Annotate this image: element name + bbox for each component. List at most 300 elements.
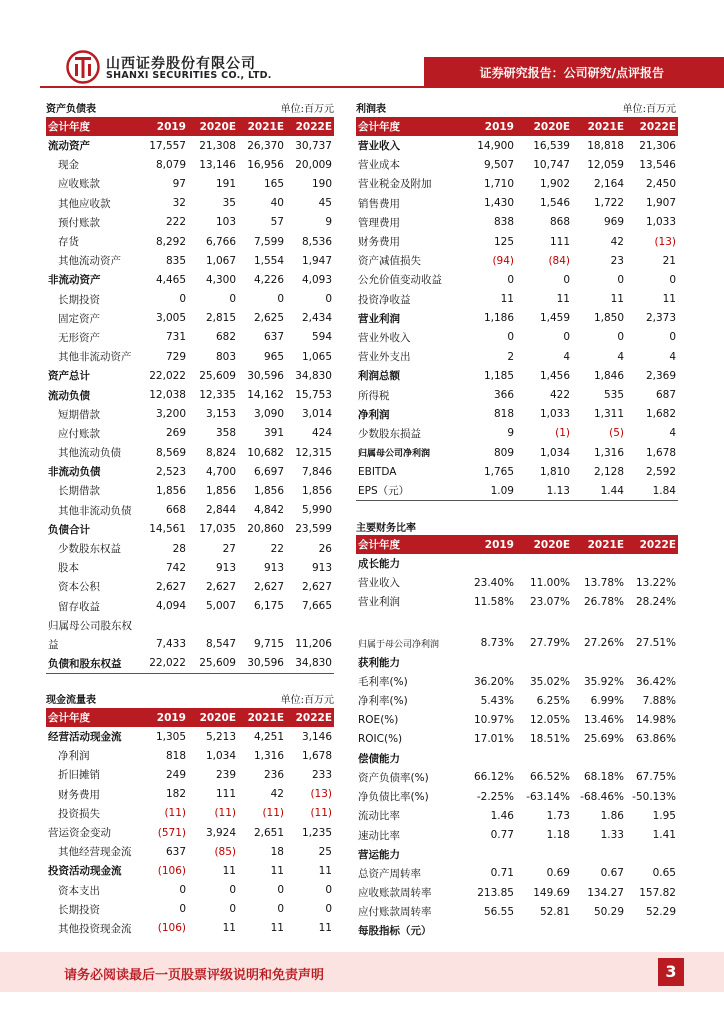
cell-value: 8,547 (205, 638, 236, 651)
cell-value: 1,316 (253, 749, 284, 762)
cell-value (572, 845, 626, 864)
table-row (356, 366, 678, 385)
cell-value: 52.81 (539, 905, 570, 918)
cell-value: 0 (507, 273, 514, 286)
cell-value: 26,370 (247, 139, 284, 152)
table-row (356, 443, 678, 462)
row-label: 营运能力 (358, 848, 400, 861)
cell-value: 191 (215, 177, 236, 190)
cell-value: 5.43% (480, 694, 514, 707)
cell-value: 366 (493, 389, 514, 402)
row-label: 速动比率 (358, 829, 400, 842)
table-row (46, 558, 334, 577)
cell-value: 1,907 (645, 197, 676, 210)
table-row (46, 520, 334, 539)
row-label: 资本公积 (58, 581, 100, 594)
cell-value: 16,539 (533, 139, 570, 152)
table-row (46, 654, 334, 673)
cell-value: 803 (215, 350, 236, 363)
cell-value: 11 (270, 922, 284, 935)
cell-value: 1,682 (645, 408, 676, 421)
cell-value: 22,022 (149, 369, 186, 382)
cell-value: 42 (610, 235, 624, 248)
cell-value: 913 (263, 561, 284, 574)
cell-value: (5) (609, 427, 624, 440)
table-row (46, 823, 334, 842)
ratios-table (356, 535, 678, 941)
table-row (46, 443, 334, 462)
table-row (46, 501, 334, 520)
cell-value: 14,162 (247, 389, 284, 402)
cell-value: 637 (263, 331, 284, 344)
cell-value: 32 (172, 197, 186, 210)
cell-value: 25 (318, 845, 332, 858)
cell-value: 97 (172, 177, 186, 190)
column-header: 2019 (142, 117, 188, 136)
cell-value: 7,599 (253, 235, 284, 248)
cell-value: 7,433 (155, 638, 186, 651)
row-label: 固定资产 (58, 312, 100, 325)
column-header: 2021E (238, 117, 286, 136)
cell-value: 134.27 (587, 886, 624, 899)
cell-value: 4 (669, 350, 676, 363)
table-row (46, 785, 334, 804)
cell-value: 913 (311, 561, 332, 574)
table-row (356, 270, 678, 289)
cell-value: 8,569 (155, 446, 186, 459)
cell-value: 1.73 (546, 809, 570, 822)
cell-value: 157.82 (639, 886, 676, 899)
cell-value: -50.13% (632, 790, 676, 803)
row-label: 益 (48, 638, 59, 651)
cell-value: 11 (500, 293, 514, 306)
cell-value: 1.86 (600, 809, 624, 822)
cell-value: 1,235 (301, 826, 332, 839)
row-label: 营业外支出 (358, 351, 411, 364)
cell-value (572, 653, 626, 672)
row-label: 应收账款 (58, 178, 100, 191)
table-row (356, 573, 678, 592)
cell-value: 1,856 (205, 484, 236, 497)
cell-value: (13) (310, 788, 332, 801)
cell-value: 6,697 (253, 465, 284, 478)
table-row (46, 290, 334, 309)
cell-value: 1.13 (516, 481, 572, 500)
cell-value: 2,627 (301, 580, 332, 593)
cell-value: 0 (617, 273, 624, 286)
cell-value: 868 (549, 216, 570, 229)
cell-value: 4,465 (155, 273, 186, 286)
cell-value: 668 (165, 504, 186, 517)
page-number: 3 (658, 958, 684, 986)
cell-value: 239 (215, 768, 236, 781)
cell-value: 2,625 (253, 312, 284, 325)
row-label: 管理费用 (358, 216, 400, 229)
row-label: 财务费用 (58, 788, 100, 801)
cell-value: 11.58% (473, 595, 514, 608)
cell-value (188, 616, 238, 635)
table-header-row (46, 117, 334, 136)
cell-value: 15,753 (295, 389, 332, 402)
company-name-en: SHANXI SECURITIES CO., LTD. (106, 70, 272, 81)
cell-value: 10,747 (533, 158, 570, 171)
table-row (46, 309, 334, 328)
cell-value: 0 (277, 884, 284, 897)
cell-value: 103 (215, 216, 236, 229)
cell-value (516, 653, 572, 672)
cell-value: 9,715 (253, 638, 284, 651)
table-row (356, 347, 678, 366)
cell-value: 0.77 (490, 829, 514, 842)
table-row (46, 746, 334, 765)
cell-value: 222 (165, 216, 186, 229)
cell-value: 3,200 (155, 408, 186, 421)
cell-value: 2,627 (205, 580, 236, 593)
column-header: 2019 (458, 535, 516, 554)
cell-value: 45 (318, 197, 332, 210)
table-row (356, 806, 678, 825)
row-label: 其他投资现金流 (58, 922, 132, 935)
cell-value: 965 (263, 350, 284, 363)
table-row (356, 462, 678, 481)
cell-value: 3,153 (205, 408, 236, 421)
cell-value: 0.69 (546, 867, 570, 880)
row-label: 营业收入 (358, 140, 400, 153)
cell-value: 23,599 (295, 523, 332, 536)
column-header: 2020E (188, 708, 238, 727)
row-label: 其他流动资产 (58, 255, 121, 268)
report-type: 证券研究报告：公司研究/点评报告 (479, 66, 664, 80)
cell-value (626, 921, 678, 940)
cash-flow-unit: 单位:百万元 (280, 695, 334, 706)
row-label: 预付账款 (58, 216, 100, 229)
cell-value: 35 (222, 197, 236, 210)
cell-value: 13,546 (639, 158, 676, 171)
cell-value: 2 (507, 350, 514, 363)
cell-value: (1) (555, 427, 570, 440)
row-label: 每股指标（元） (358, 925, 432, 938)
table-row (356, 328, 678, 347)
table-row (356, 768, 678, 787)
row-label: 其他应收款 (58, 197, 111, 210)
table-row (356, 290, 678, 309)
column-header: 会计年度 (46, 708, 142, 727)
row-label: 成长能力 (358, 558, 400, 571)
cell-value: 14,900 (477, 139, 514, 152)
table-row (356, 634, 678, 653)
cell-value: 36.42% (635, 675, 676, 688)
column-header: 2019 (458, 117, 516, 136)
cell-value: 0 (669, 331, 676, 344)
cell-value: (94) (492, 254, 514, 267)
cell-value (516, 749, 572, 768)
table-row (356, 174, 678, 193)
table-row (356, 592, 678, 611)
cell-value: 2,369 (645, 369, 676, 382)
cell-value: 4,842 (253, 504, 284, 517)
cell-value: 30,596 (238, 654, 286, 673)
row-label: 营业收入 (358, 577, 400, 590)
row-label: 营业利润 (358, 312, 400, 325)
header-divider (40, 86, 724, 88)
cell-value: 1,316 (593, 446, 624, 459)
cell-value: 835 (165, 254, 186, 267)
cell-value: 2,627 (253, 580, 284, 593)
cell-value: 1,186 (483, 312, 514, 325)
table-row (356, 749, 678, 768)
cell-value: 0 (617, 331, 624, 344)
cell-value: 0 (507, 331, 514, 344)
column-header: 2022E (626, 535, 678, 554)
cell-value: 2,592 (645, 465, 676, 478)
table-header-row (356, 535, 678, 554)
cell-value: 6.99% (590, 694, 624, 707)
table-row (46, 174, 334, 193)
row-label: 所得税 (358, 389, 390, 402)
cell-value: 1,902 (539, 177, 570, 190)
table-row (356, 424, 678, 443)
cell-value: 1.18 (546, 829, 570, 842)
row-label: 长期投资 (58, 903, 100, 916)
cell-value: 111 (549, 235, 570, 248)
column-header: 2021E (572, 535, 626, 554)
cell-value: 4,700 (205, 465, 236, 478)
cell-value: 35.02% (529, 675, 570, 688)
cell-value: 3,005 (155, 312, 186, 325)
cell-value: 8,292 (155, 235, 186, 248)
column-header: 会计年度 (356, 117, 458, 136)
income-statement-unit: 单位:百万元 (622, 104, 676, 115)
cell-value: 1.95 (652, 809, 676, 822)
row-label: ROE(%) (358, 713, 399, 726)
row-label: 归属于母公司净利润 (358, 639, 440, 650)
table-row (46, 213, 334, 232)
row-label: 应收账款周转率 (358, 887, 432, 900)
cell-value: 0 (325, 903, 332, 916)
cell-value: 12,059 (587, 158, 624, 171)
cell-value (572, 749, 626, 768)
row-label: 其他经营现金流 (58, 846, 132, 859)
table-row (356, 691, 678, 710)
row-label: 存货 (58, 236, 79, 249)
row-label: 归属母公司净利润 (358, 449, 431, 460)
cell-value (516, 612, 572, 634)
cell-value: 818 (165, 749, 186, 762)
cell-value: 1.44 (572, 481, 626, 500)
row-label: 短期借款 (58, 408, 100, 421)
table-row (356, 864, 678, 883)
cell-value: 2,450 (645, 177, 676, 190)
table-header-row (356, 117, 678, 136)
cell-value: (11) (214, 807, 236, 820)
cell-value: 63.86% (635, 733, 676, 746)
income-statement-table (356, 117, 678, 501)
row-label: 流动比率 (358, 810, 400, 823)
table-row (46, 635, 334, 654)
cell-value: 26.78% (583, 595, 624, 608)
cell-value: 1,311 (593, 408, 624, 421)
cell-value: 2,523 (155, 465, 186, 478)
cell-value: (85) (214, 845, 236, 858)
cell-value: 0 (325, 884, 332, 897)
cell-value: 1,678 (645, 446, 676, 459)
table-row (46, 919, 334, 938)
cell-value: 637 (165, 845, 186, 858)
cell-value (572, 921, 626, 940)
row-label: 归属母公司股东权 (48, 619, 132, 632)
cell-value: 8.73% (480, 637, 514, 650)
cell-value: 14.98% (635, 713, 676, 726)
table-row (356, 405, 678, 424)
column-header: 2022E (286, 708, 334, 727)
cell-value: 1,305 (155, 730, 186, 743)
cell-value: 12.05% (529, 713, 570, 726)
table-row (46, 881, 334, 900)
table-row (356, 730, 678, 749)
row-label: EBITDA (358, 465, 397, 478)
table-row (356, 194, 678, 213)
cell-value: 190 (311, 177, 332, 190)
table-row (356, 845, 678, 864)
cell-value: 3,146 (301, 730, 332, 743)
row-label: 营业外收入 (358, 331, 411, 344)
row-label: 流动资产 (48, 140, 90, 153)
table-row (46, 481, 334, 500)
row-label: 少数股东权益 (58, 543, 121, 556)
cell-value: 125 (493, 235, 514, 248)
cell-value (626, 749, 678, 768)
row-label: 资产负债率(%) (358, 771, 429, 784)
cell-value: 391 (263, 427, 284, 440)
company-name-cn: 山西证券股份有限公司 (106, 56, 256, 72)
cell-value: 17.01% (473, 733, 514, 746)
cell-value: (13) (654, 235, 676, 248)
row-label: 非流动负债 (48, 466, 101, 479)
row-label: 投资活动现金流 (48, 865, 122, 878)
cell-value: 11 (318, 922, 332, 935)
table-row (46, 328, 334, 347)
cell-value: 36.20% (473, 675, 514, 688)
row-label: 应付账款 (58, 427, 100, 440)
table-row (356, 232, 678, 251)
cell-value: 1,185 (483, 369, 514, 382)
cell-value: 23 (610, 254, 624, 267)
balance-sheet-unit: 单位:百万元 (280, 104, 334, 115)
cell-value: 1,722 (593, 197, 624, 210)
cell-value: 11,206 (295, 638, 332, 651)
cell-value (516, 845, 572, 864)
row-label: 股本 (58, 562, 79, 575)
cell-value: 1,067 (205, 254, 236, 267)
cell-value: 4,300 (205, 273, 236, 286)
table-row (46, 405, 334, 424)
row-label: ROIC(%) (358, 733, 403, 746)
cell-value: 11.00% (529, 576, 570, 589)
cell-value: 0 (669, 273, 676, 286)
cell-value: (11) (164, 807, 186, 820)
cell-value: 12,315 (295, 446, 332, 459)
cell-value: 1,856 (301, 484, 332, 497)
income-statement-title: 利润表 (356, 104, 386, 115)
cell-value: -63.14% (526, 790, 570, 803)
table-row (46, 385, 334, 404)
cell-value: 358 (215, 427, 236, 440)
cell-value: 27.51% (635, 637, 676, 650)
table-row (356, 309, 678, 328)
cell-value: 149.69 (533, 886, 570, 899)
row-label: 投资净收益 (358, 293, 411, 306)
cell-value: 14,561 (149, 523, 186, 536)
row-label: 资产减值损失 (358, 255, 421, 268)
row-label: 长期借款 (58, 485, 100, 498)
row-label: 负债和股东权益 (46, 654, 142, 673)
cell-value: 0 (229, 903, 236, 916)
cell-value (458, 612, 516, 634)
row-label: 现金 (58, 159, 79, 172)
row-label: 流动负债 (48, 389, 90, 402)
row-label: 销售费用 (358, 197, 400, 210)
row-label: 应付账款周转率 (358, 906, 432, 919)
cell-value: 1.84 (626, 481, 678, 500)
cell-value: 0 (563, 331, 570, 344)
row-label: 资本支出 (58, 884, 100, 897)
row-label: 折旧摊销 (58, 769, 100, 782)
cell-value: 27.79% (529, 637, 570, 650)
row-label: 营业成本 (358, 159, 400, 172)
table-row (356, 672, 678, 691)
cell-value: 18,818 (587, 139, 624, 152)
cell-value (516, 921, 572, 940)
cell-value (458, 749, 516, 768)
cell-value: 3,090 (253, 408, 284, 421)
table-row (356, 653, 678, 672)
cell-value: 236 (263, 768, 284, 781)
balance-sheet-table (46, 117, 334, 674)
cell-value: 13.22% (635, 576, 676, 589)
cell-value: 21 (662, 254, 676, 267)
cell-value: 10.97% (473, 713, 514, 726)
cell-value: 2,434 (301, 312, 332, 325)
row-label: 长期投资 (58, 293, 100, 306)
cell-value: 165 (263, 177, 284, 190)
cell-value: 11 (222, 922, 236, 935)
row-label: 非流动资产 (48, 274, 101, 287)
company-logo-icon (66, 50, 100, 84)
cell-value: 22 (270, 542, 284, 555)
cell-value: (11) (262, 807, 284, 820)
table-row (46, 194, 334, 213)
cell-value: 1,678 (301, 749, 332, 762)
column-header: 2022E (286, 117, 334, 136)
cell-value: 20,009 (295, 158, 332, 171)
table-row (46, 842, 334, 861)
column-header: 2020E (516, 535, 572, 554)
table-row (46, 577, 334, 596)
cell-value: 5,213 (205, 730, 236, 743)
cell-value: 818 (493, 408, 514, 421)
cell-value: 0 (179, 884, 186, 897)
cell-value: 2,651 (253, 826, 284, 839)
cell-value: 23.07% (529, 595, 570, 608)
cell-value: 838 (493, 216, 514, 229)
cell-value: 17,035 (199, 523, 236, 536)
cell-value: 913 (215, 561, 236, 574)
table-row (46, 270, 334, 289)
column-header: 2020E (188, 117, 238, 136)
cell-value: 21,308 (199, 139, 236, 152)
row-label: 留存收益 (58, 600, 100, 613)
cell-value (286, 616, 334, 635)
